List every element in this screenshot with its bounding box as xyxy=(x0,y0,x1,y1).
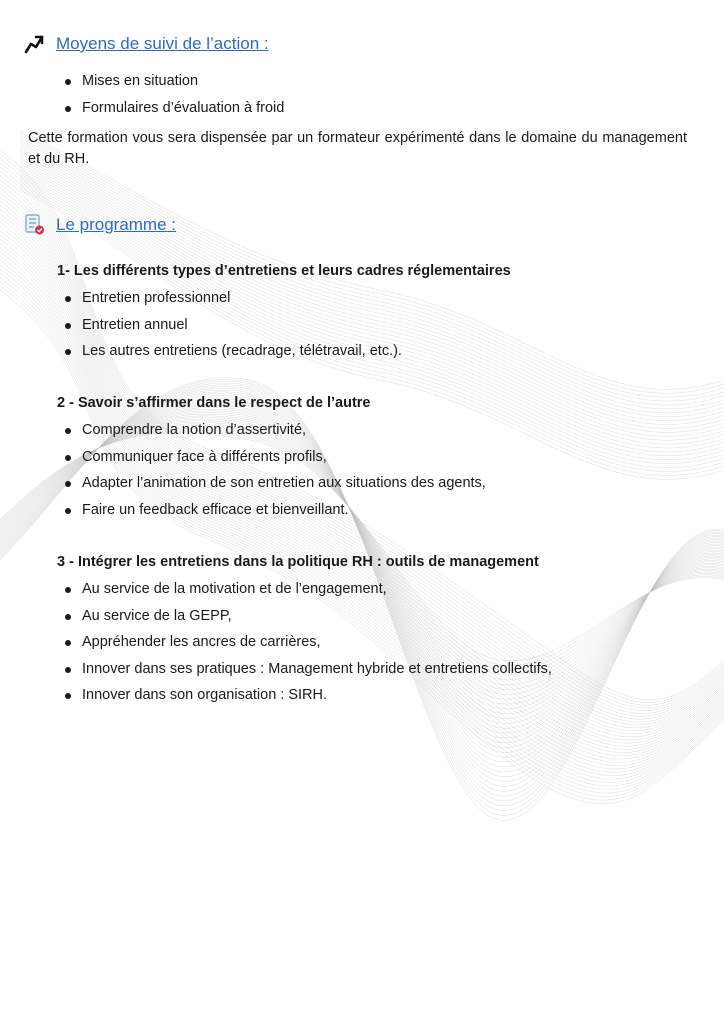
module-1-heading: 1- Les différents types d’entretiens et leurs cadres réglementaires xyxy=(57,263,511,279)
module-3-list xyxy=(56,576,552,709)
checklist-icon xyxy=(24,214,46,236)
list-item: Appréhender les ancres de carrières, xyxy=(56,629,552,656)
trainer-paragraph: Cette formation vous sera dispensée par un formateur expérimenté dans le domaine du management et du RH. xyxy=(28,130,687,167)
suivi-list xyxy=(56,68,284,121)
list-item: Entretien annuel xyxy=(56,312,402,339)
suivi-title-link[interactable]: Moyens de suivi de l’action : xyxy=(56,34,269,53)
trend-arrow-icon xyxy=(24,33,46,55)
list-item: Formulaires d’évaluation à froid xyxy=(56,95,284,122)
list-item: Innover dans son organisation : SIRH. xyxy=(56,682,552,709)
list-item: Innover dans ses pratiques : Management hybride et entretiens collectifs, xyxy=(56,656,552,683)
list-item: Mises en situation xyxy=(56,68,284,95)
programme-section-title xyxy=(24,214,176,236)
list-item: Au service de la GEPP, xyxy=(56,603,552,630)
module-2-heading: 2 - Savoir s’affirmer dans le respect de l’autre xyxy=(57,395,371,411)
list-item: Les autres entretiens (recadrage, télétravail, etc.). xyxy=(56,338,402,365)
list-item: Comprendre la notion d’assertivité, xyxy=(56,417,486,444)
module-1-list xyxy=(56,285,402,365)
list-item: Adapter l’animation de son entretien aux situations des agents, xyxy=(56,470,486,497)
list-item: Communiquer face à différents profils, xyxy=(56,444,486,471)
programme-title-link[interactable]: Le programme : xyxy=(56,215,176,234)
list-item: Faire un feedback efficace et bienveillant. xyxy=(56,497,486,524)
module-2-list xyxy=(56,417,486,523)
list-item: Entretien professionnel xyxy=(56,285,402,312)
suivi-section-title xyxy=(24,33,269,55)
list-item: Au service de la motivation et de l’engagement, xyxy=(56,576,552,603)
module-3-heading: 3 - Intégrer les entretiens dans la politique RH : outils de management xyxy=(57,554,539,570)
